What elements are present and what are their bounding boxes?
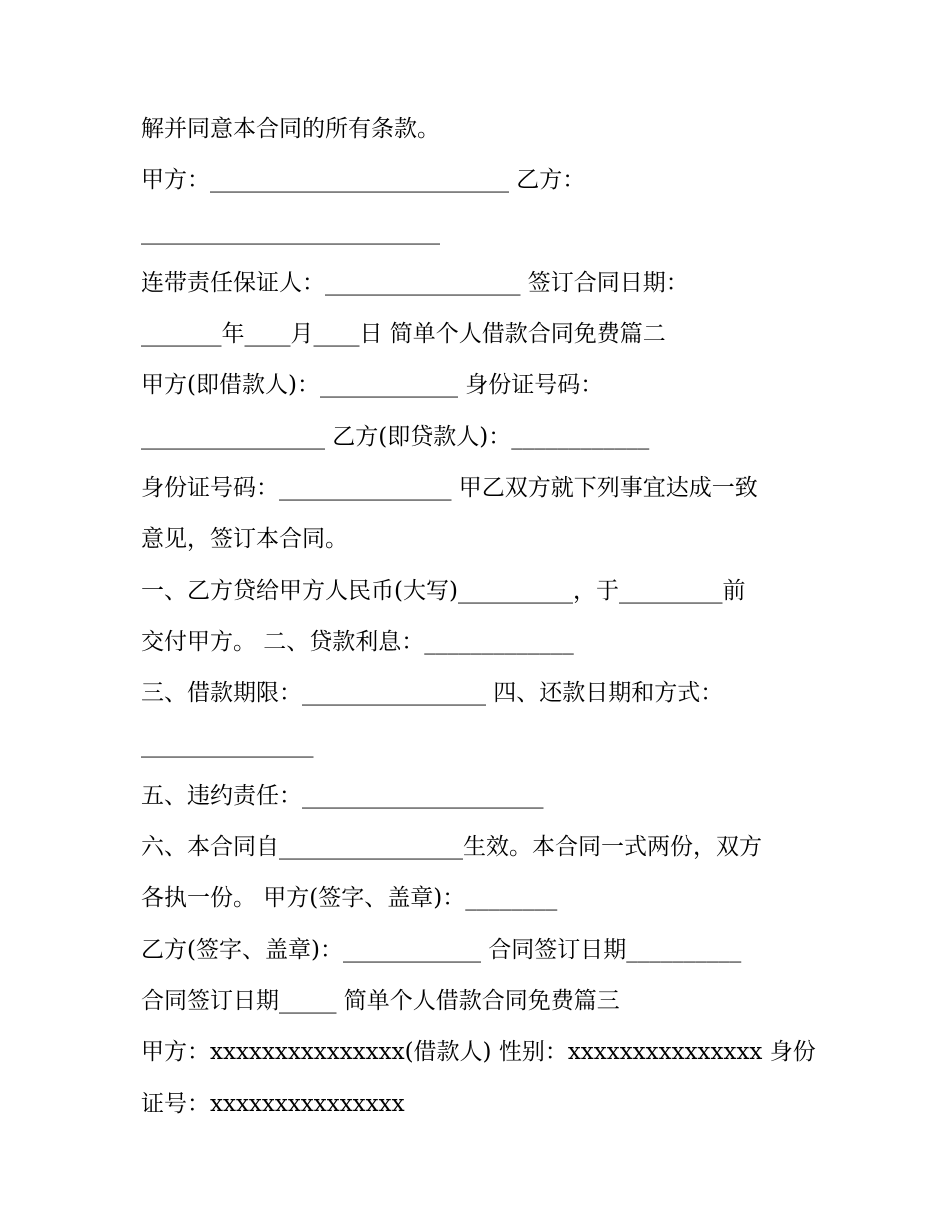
text-line: 身份证号码：_______________ 甲乙双方就下列事宜达成一致	[141, 475, 758, 502]
contract-text	[141, 104, 821, 1130]
text-line: 证号：xxxxxxxxxxxxxxx	[141, 1090, 405, 1117]
text-line: __________________________	[141, 218, 440, 245]
text-line: 意见，签订本合同。	[141, 526, 348, 553]
text-line: 解并同意本合同的所有条款。	[141, 116, 440, 142]
text-line: ________________ 乙方(即贷款人)：____________	[141, 423, 650, 450]
text-line: 甲方：__________________________ 乙方：	[141, 167, 586, 194]
text-line: 五、违约责任：_____________________	[141, 782, 544, 809]
text-line: _______年____月____日 简单个人借款合同免费篇二	[141, 321, 666, 348]
text-line: 合同签订日期_____ 简单个人借款合同免费篇三	[141, 988, 620, 1015]
text-line: 一、乙方贷给甲方人民币(大写)__________，于_________前	[141, 577, 746, 604]
text-line: 交付甲方。 二、贷款利息：_____________	[141, 628, 574, 655]
text-line: 甲方：xxxxxxxxxxxxxxx(借款人) 性别：xxxxxxxxxxxxxxx 身份	[141, 1039, 816, 1066]
text-line: 甲方(即借款人)：____________ 身份证号码：	[141, 372, 604, 399]
text-line: 各执一份。 甲方(签字、盖章)：________	[141, 885, 558, 912]
text-line: 三、借款期限：________________ 四、还款日期和方式：	[141, 680, 724, 707]
text-line: 连带责任保证人：_________________ 签订合同日期：	[141, 269, 689, 296]
text-line: 六、本合同自________________生效。本合同一式两份，双方	[141, 834, 762, 861]
text-line: _______________	[141, 731, 314, 758]
text-line: 乙方(签字、盖章)：____________ 合同签订日期__________	[141, 936, 742, 963]
